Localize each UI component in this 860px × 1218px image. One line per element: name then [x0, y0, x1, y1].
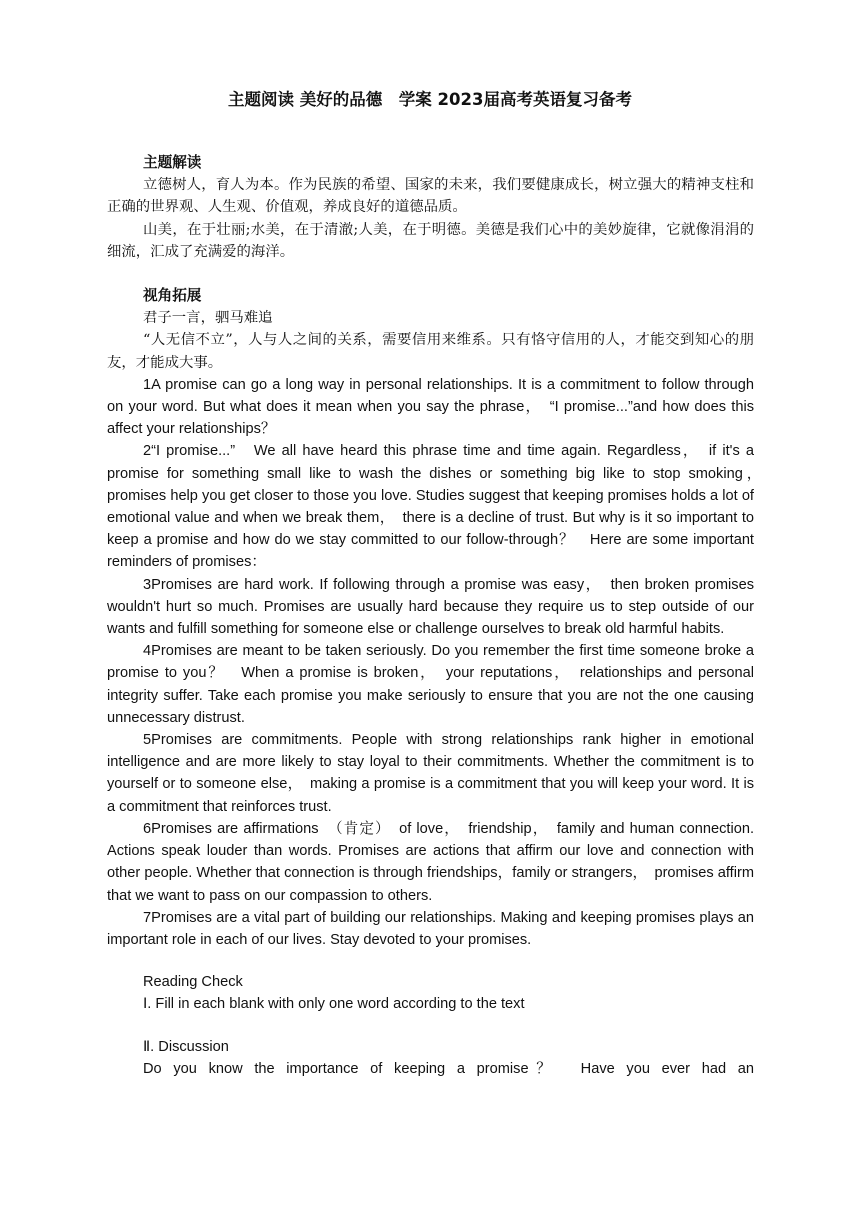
document-title: 主题阅读 美好的品德 学案 2023届高考英语复习备考 — [228, 90, 632, 109]
passage-paragraph-7: 7Promises are a vital part of building our relationships. Making and keeping promises plays an important role in each of our lives. Stay devoted to your promises. — [107, 909, 754, 948]
discussion-text: Do you know the importance of keeping a promise？ Have you ever had an — [143, 1060, 754, 1077]
passage-paragraph-2: 2“I promise...” We all have heard this phrase time and time again. Regardless， if it's a promise for something small like to wash the dishes or something big like to stop smoking， promises help you get closer to those you love. Studies suggest that keeping promises holds a lot of emotional value and when we break them， there is a decline of trust. But why is it so important to keep a promise and how do we stay committed to our follow-through？ Here are some important reminders of promises： — [107, 443, 769, 571]
theme-paragraph-2: 山美，在于壮丽;水美，在于清澈;人美，在于明德。美德是我们心中的美妙旋律，它就像涓涓的细流，汇成了充满爱的海洋。 — [107, 221, 754, 260]
spacer — [107, 951, 754, 971]
task-1-label: Ⅰ. Fill in each blank with only one word according to the text — [143, 996, 525, 1013]
passage-paragraph-4: 4Promises are meant to be taken seriously. Do you remember the first time someone broke a promise to you？ When a promise is broken， your reputations， relationships and personal integrity suffer. Take each promise you make seriously to ensure that you are not the one causing unnecessary distrust. — [107, 643, 754, 726]
reading-check-heading: Reading Check — [143, 974, 243, 991]
spacer — [107, 263, 754, 285]
task-2-label: Ⅱ. Discussion — [143, 1038, 229, 1055]
section-subheading: 君子一言，驷马难追 — [143, 310, 273, 327]
passage-paragraph-3: 3Promises are hard work. If following through a promise was easy， then broken promises wouldn't hurt so much. Promises are usually hard because they require us to step outside of our wants and fulfill something for someone else or challenge ourselves to break old harmful habits. — [107, 576, 754, 638]
passage-paragraph-1: 1A promise can go a long way in personal relationships. It is a commitment to follow through on your word. But what does it mean when you say the phrase， “I promise...”and how does this affect your relationships？ — [107, 376, 754, 438]
passage-paragraph-6: 6Promises are affirmations （肯定） of love， friendship， family and human connection. Actions speak louder than words. Promises are actions that affirm our love and connection with other people. Whether that connection is through friendships，family or strangers， promises affirm that we want to pass on our compassion to others. — [107, 820, 754, 904]
document-body — [107, 152, 769, 1080]
section-heading-theme: 主题解读 — [143, 154, 202, 171]
theme-paragraph-1: 立德树人，育人为本。作为民族的希望、国家的未来，我们要健康成长，树立强大的精神支柱和正确的世界观、人生观、价值观，养成良好的道德品质。 — [107, 177, 754, 216]
spacer — [107, 1016, 754, 1036]
passage-paragraph-5: 5Promises are commitments. People with strong relationships rank higher in emotional intelligence and are more likely to stay loyal to their commitments. Whether the commitment is to yourself or to someone else， making a promise is a commitment that you will keep your word. It is a commitment that reinforces trust. — [107, 732, 754, 815]
section-heading-perspective: 视角拓展 — [143, 287, 202, 305]
perspective-intro: “人无信不立”，人与人之间的关系，需要信用来维系。只有恪守信用的人，才能交到知心的朋友，才能成大事。 — [107, 332, 754, 371]
